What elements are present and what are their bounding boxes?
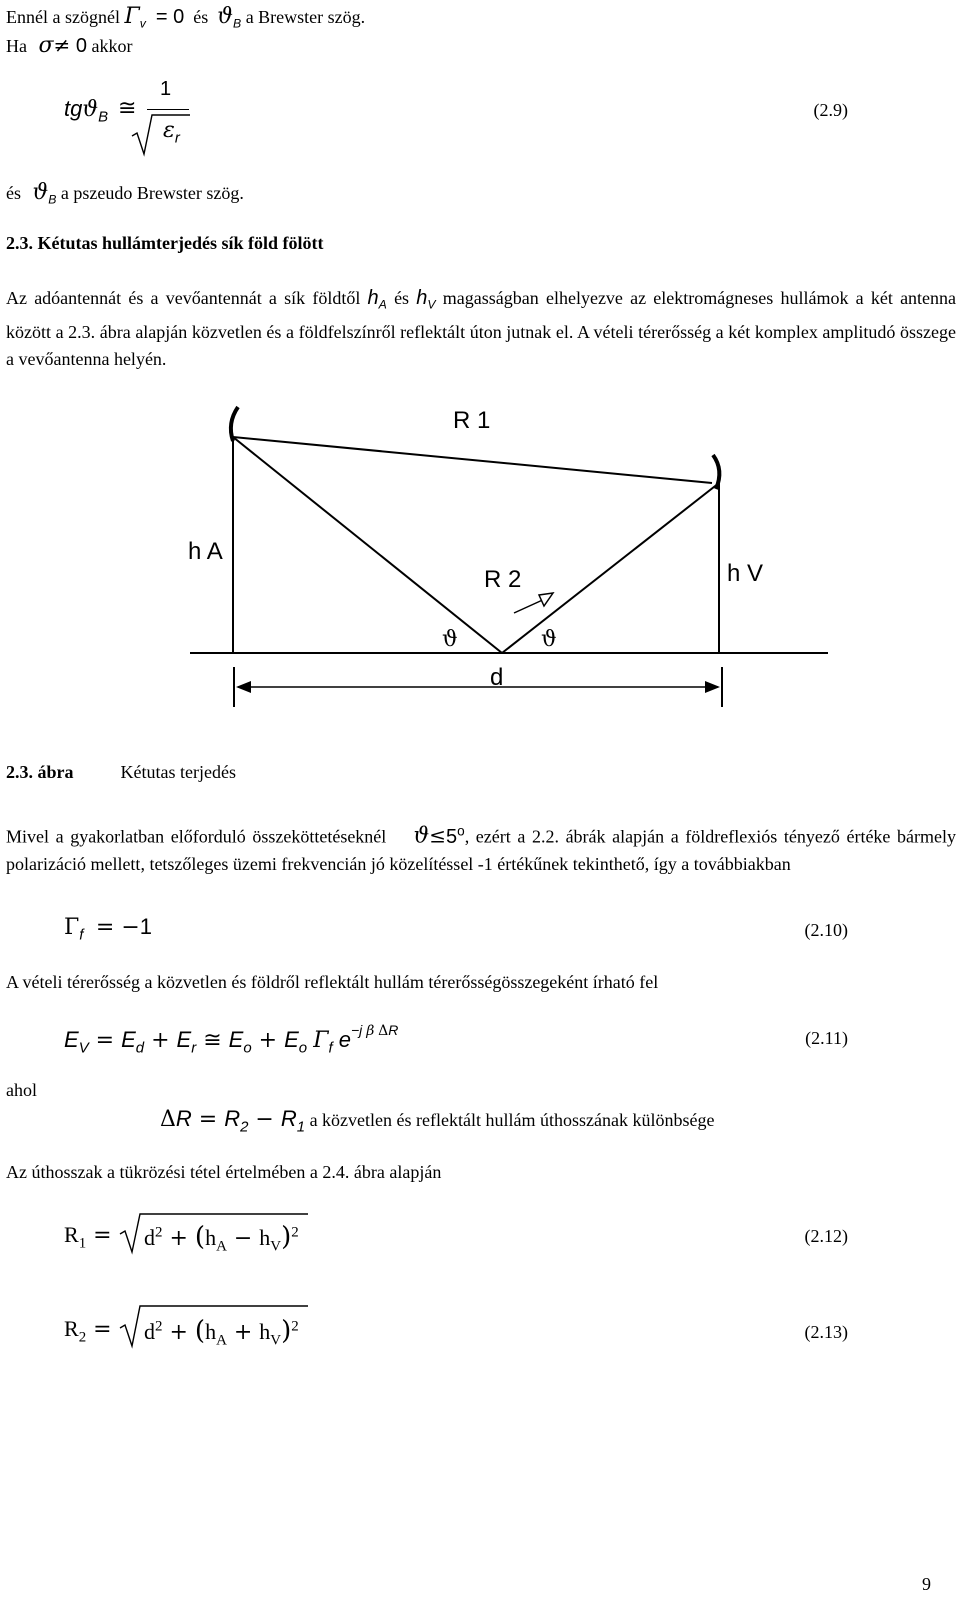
intro-line-1: Ennél a szögnél $\Gamma_v = 0$ és $ϑ_B$ a Brewster szög.	[6, 4, 366, 31]
reflected-path-outgoing	[502, 483, 719, 653]
two-path-figure	[0, 395, 960, 735]
ahol-text: ahol	[6, 1080, 37, 1100]
paragraph-field-sum: A vételi térerősség a közvetlen és földről reflektált hullám térerősségösszegeként írható fel	[6, 972, 659, 992]
paragraph-path-lengths: Az úthosszak a tükrözési tétel értelmében a 2.4. ábra alapján	[6, 1162, 442, 1182]
reflected-path-incident	[233, 437, 502, 653]
equation-number: (2.9)	[813, 100, 848, 120]
equation-number: (2.12)	[804, 1226, 848, 1246]
r2-arrow-head	[539, 593, 553, 606]
intro-line-2: Ha σ≠ 0 akkor	[6, 33, 133, 58]
pseudo-brewster-line: és $ϑ_B$ a pszeudo Brewster szög.	[6, 180, 244, 207]
figure-caption: 2.3. ábra Kétutas terjedés	[6, 762, 236, 782]
page-number: 9	[922, 1574, 931, 1594]
equation-number: (2.11)	[805, 1028, 848, 1048]
gamma-symbol: Γ	[124, 4, 140, 29]
equation-number: (2.10)	[804, 920, 848, 940]
paragraph-reflection: Mivel a gyakorlatban előforduló összeköttetéseknél $ϑ\le 5^o$, ezért a 2.2. ábrák alapján a földreflexiós tényező értéke bármely polarizáció mellett, tetszőleges üzemi frekvencián jó közelítéssel -1 értékűnek tekinthető, így a továbbiakban	[6, 823, 956, 874]
direct-path-r1	[233, 437, 712, 483]
label-r1: R 1	[453, 407, 491, 434]
d-arrow-left	[236, 681, 251, 693]
delta-r-definition: $\Delta R = R_2 - R_1$ a közvetlen és reflektált hullám úthosszának különbsége	[160, 1106, 715, 1136]
transmit-antenna-arc	[231, 407, 238, 441]
paragraph-antennas: Az adóantennát és a vevőantennát a sík földtől $h_A$ és $h_V$ magasságban elhelyezve az elektromágneses hullámok a két antenna között a 2.3. ábra alapján közvetlen és a földfelszínről reflektált úton jutnak el. A vételi térerősség a két komplex amplitudó összege a vevőantenna helyén.	[6, 287, 957, 369]
section-heading: 2.3. Kétutas hullámterjedés sík föld fölött	[6, 233, 324, 253]
label-r2: R 2	[484, 566, 522, 593]
label-d: d	[490, 664, 504, 691]
equation-number: (2.13)	[804, 1322, 848, 1342]
label-theta-left: ϑ	[442, 627, 458, 652]
label-ha: h A	[188, 538, 223, 565]
label-theta-right: ϑ	[541, 627, 557, 652]
label-hv: h V	[727, 560, 764, 587]
d-arrow-right	[705, 681, 720, 693]
